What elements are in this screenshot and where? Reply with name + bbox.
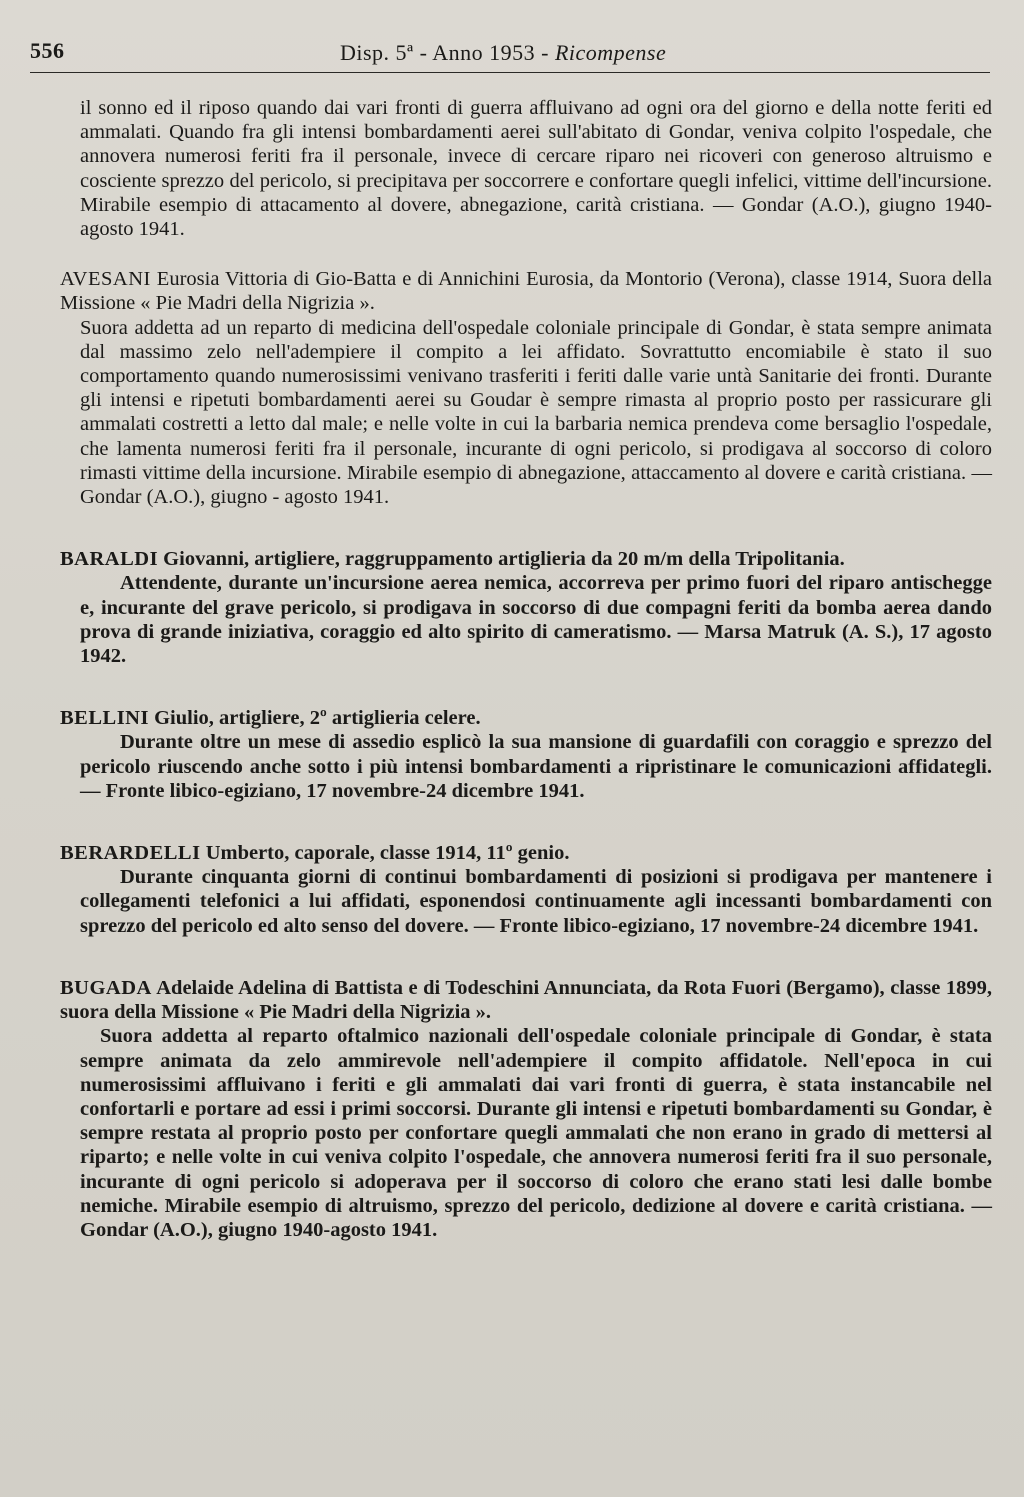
entry-baraldi bbox=[60, 547, 992, 668]
page-header bbox=[30, 38, 990, 73]
entry-bugada bbox=[60, 976, 992, 1242]
entry-details: Adelaide Adelina di Battista e di Todeschini Annunciata, da Rota Fuori (Bergamo), classe 1899, suora della Missione « Pie Madri della Nigrizia ». bbox=[60, 976, 992, 1024]
entry-name: BARALDI bbox=[60, 548, 159, 571]
entry-details: Giovanni, artigliere, raggruppamento artiglieria da 20 m/m della Tripolitania. bbox=[158, 548, 845, 571]
entry-citation: Durante oltre un mese di assedio esplicò la sua mansione di guardafili con coraggio e sprezzo del pericolo riuscendo anche sotto i più intensi bombardamenti a ripristinare le comunicazioni affidategli. — Fronte libico-egiziano, 17 novembre-24 dicembre 1941. bbox=[80, 731, 992, 802]
continuation-paragraph: il sonno ed il riposo quando dai vari fronti di guerra affluivano ad ogni ora del giorno e della notte feriti ed ammalati. Quando fra gli intensi bombardamenti aerei sull'abitato di Gondar, veniva colpito l'ospedale, che annovera numerosi feriti fra il personale, invece di cercare riparo nei ricoveri con generoso altruismo e cosciente sprezzo del pericolo, si precipitava per soccorrere e confortare quegli infelici, vittime dell'incursione. Mirabile esempio di attacamento al dovere, abnegazione, carità cristiana. — Gondar (A.O.), giugno 1940-agosto 1941. bbox=[80, 97, 992, 241]
entry-heading bbox=[60, 976, 992, 1024]
page-number: 556 bbox=[30, 38, 65, 63]
entry-citation: Suora addetta al reparto oftalmico nazionali dell'ospedale coloniale principale di Gondar, è stata sempre animata da zelo ammirevole nell'adempiere il compito affidatole. Nell'epoca in cui numerosissimi affluivano i feriti e gli ammalati dai vari fronti di guerra, è stata instancabile nel confortarli e portare ad essi i primi soccorsi. Durante gli intensi e ripetuti bombardamenti su Gondar, è sempre restata al proprio posto per confortare quegli ammalati che non erano in grado di mettersi al riparto; e nelle volte in cui veniva colpito l'ospedale, che annovera numerosi feriti fra il suo personale, incurante di ogni pericolo si adoperava per il soccorso di coloro che erano stati lesi dalle bombe nemiche. Mirabile esempio di altruismo, sprezzo del pericolo, dedizione al dovere e carità cristiana. — Gondar (A.O.), giugno 1940-agosto 1941. bbox=[80, 1025, 992, 1241]
running-head-text: Disp. 5ª - Anno 1953 - bbox=[340, 40, 555, 65]
entry-name: BELLINI bbox=[60, 707, 149, 730]
entry-name: AVESANI bbox=[60, 268, 151, 291]
entry-avesani bbox=[60, 267, 992, 509]
entry-name: BUGADA bbox=[60, 976, 152, 999]
entry-details: Eurosia Vittoria di Gio-Batta e di Annichini Eurosia, da Montorio (Verona), classe 1914, Suora della Missione « Pie Madri della Nigrizia ». bbox=[60, 268, 992, 315]
entry-citation: Attendente, durante un'incursione aerea nemica, accorreva per primo fuori del riparo antischegge e, incurante del grave pericolo, si prodigava in soccorso di due compagni feriti da bomba aerea dando prova di grande iniziativa, coraggio ed alto spirito di cameratismo. — Marsa Matruk (A. S.), 17 agosto 1942. bbox=[80, 572, 992, 668]
entry-citation: Suora addetta ad un reparto di medicina dell'ospedale coloniale principale di Gondar, è stata sempre animata dal massimo zelo nell'adempiere il compito a lei affidato. Sovrattutto encomiabile è stato il suo comportamento quando numerosissimi venivano trasferiti i feriti dalle varie untà Sanitarie dei fronti. Durante gli intensi e ripetuti bombardamenti aerei su Goudar è sempre rimasta al proprio posto per rassicurare gli ammalati costretti a letto dal male; e nelle volte in cui la barbaria nemica prendeva come bersaglio l'ospedale, che lamenta numerosi feriti fra il personale, incurante di ogni pericolo, si prodigava al soccorso di coloro rimasti vittime della incursione. Mirabile esempio di abnegazione, attaccamento al dovere e carità cristiana. — Gondar (A.O.), giugno - agosto 1941. bbox=[80, 316, 992, 509]
entry-citation: Durante cinquanta giorni di continui bombardamenti di posizioni si prodigava per mantenere i collegamenti telefonici a lui affidati, esponendosi continuamente agli incessanti bombardamenti con sprezzo del pericolo ed alto senso del dovere. — Fronte libico-egiziano, 17 novembre-24 dicembre 1941. bbox=[80, 866, 992, 937]
entry-berardelli bbox=[60, 841, 992, 938]
entry-heading bbox=[60, 547, 992, 571]
entry-heading bbox=[60, 841, 992, 865]
entry-name: BERARDELLI bbox=[60, 842, 201, 865]
page-content bbox=[60, 96, 992, 1242]
entry-details: Umberto, caporale, classe 1914, 11º genio. bbox=[200, 842, 570, 865]
entry-bellini bbox=[60, 706, 992, 803]
entry-heading bbox=[60, 706, 992, 730]
running-head-italic: Ricompense bbox=[554, 40, 667, 65]
running-head bbox=[340, 40, 666, 66]
entry-details: Giulio, artigliere, 2º artiglieria celere. bbox=[148, 707, 481, 730]
entry-heading bbox=[60, 267, 992, 315]
